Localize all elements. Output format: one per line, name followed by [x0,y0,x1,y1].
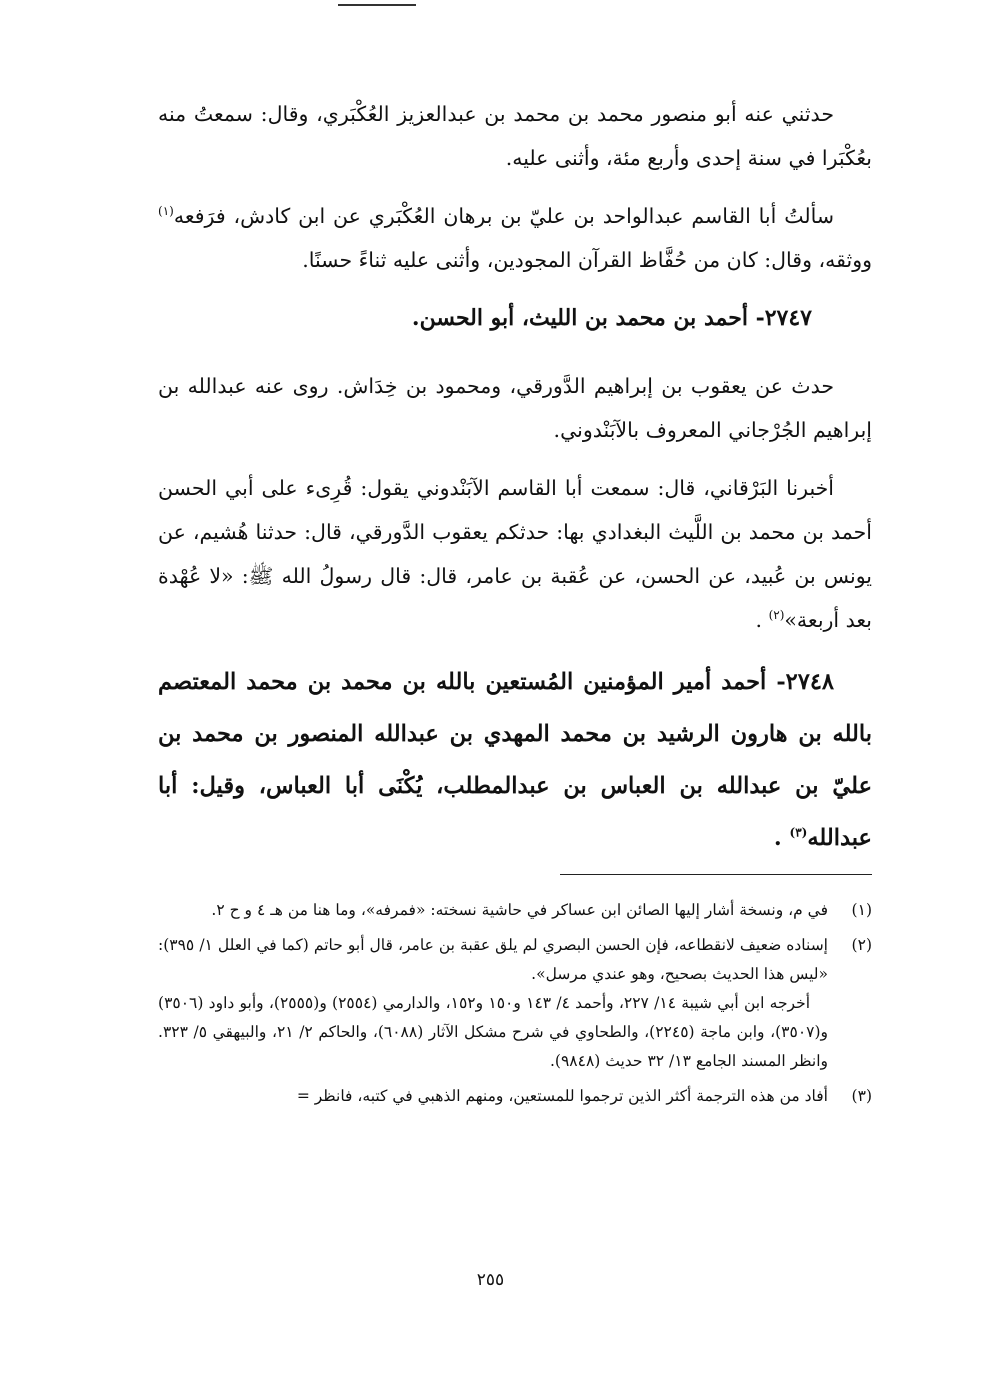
paragraph-4 [158,466,872,642]
page-number: ٢٥٥ [476,1270,505,1290]
paragraph-2-tail: ووثقه، وقال: كان من حُفَّاظ القرآن المجودين، وأثنى عليه ثناءً حسنًا. [302,248,872,272]
footnote-number: (٣) [851,1087,872,1105]
entry-heading-2748 [158,656,872,864]
footnote-ref-3[interactable]: (٣) [789,825,808,840]
top-edge-rule [338,4,416,6]
footnote-ref-1[interactable]: (١) [158,204,174,219]
footnote-1 [158,896,872,925]
footnote-ref-2[interactable]: (٢) [768,608,785,623]
entry-heading-2748-tail: . [773,825,790,851]
footnote-text: في م، ونسخة أشار إليها الصائن ابن عساكر في حاشية نسخته: «فمرفه»، وما هنا من هـ ٤ و ح ٢. [211,901,828,919]
footnote-number: (٢) [851,936,872,954]
entry-heading-2747: ٢٧٤٧- أحمد بن محمد بن الليث، أبو الحسن. [411,305,812,331]
paragraph-4-text: أخبرنا البَرْقاني، قال: سمعت أبا القاسم الآبَنْدوني يقول: قُرِىء على أبي الحسن أحمد بن محمد بن اللَّيث البغدادي بها: حدثكم يعقوب الدَّورقي، قال: حدثنا هُشيم، عن يونس بن عُبيد، عن الحسن، عن عُقبة بن عامر، قال: قال رسولُ الله ﷺ: «لا عُهْدة بعد أربعة» [158,476,872,632]
footnote-text-continuation: أخرجه ابن أبي شيبة ١٤/ ٢٢٧، وأحمد ٤/ ١٤٣ و١٥٠ و١٥٢، والدارمي (٢٥٥٤) و(٢٥٥٥)، وأبو داود (٣٥٠٦) و(٣٥٠٧)، وابن ماجة (٢٢٤٥)، والطحاوي في شرح مشكل الآثار (٦٠٨٨)، والحاكم ٢/ ٢١، والبيهقي ٥/ ٣٢٣. وانظر المسند الجامع ١٣/ ٣٢ حديث (٩٨٤٨). [158,994,829,1070]
footnote-text: إسناده ضعيف لانقطاعه، فإن الحسن البصري لم يلق عقبة بن عامر، قال أبو حاتم (كما في العلل ١/ ٣٩٥): «ليس هذا الحديث بصحيح، وهو عندي مرسل». [158,936,828,983]
footnote-number: (١) [851,901,872,919]
main-text [158,92,872,864]
paragraph-3: حدث عن يعقوب بن إبراهيم الدَّورقي، ومحمود بن خِدَاش. روى عنه عبدالله بن إبراهيم الجُرْجاني المعروف بالآبَنْدوني. [158,374,872,442]
footnotes [158,896,872,1117]
footnote-3 [158,1082,872,1111]
footnote-separator [560,874,872,875]
paragraph-4-tail: . [755,608,769,632]
paragraph-2 [158,194,872,282]
footnote-text: أفاد من هذه الترجمة أكثر الذين ترجموا للمستعين، ومنهم الذهبي في كتبه، فانظر = [296,1087,828,1105]
footnote-2 [158,931,872,1076]
paragraph-2-text: سألتُ أبا القاسم عبدالواحد بن عليّ بن برهان العُكْبَري عن ابن كادش، فرَفعه [173,204,834,228]
paragraph-1: حدثني عنه أبو منصور محمد بن محمد بن عبدالعزيز العُكْبَري، وقال: سمعتُ منه بعُكْبَرا في سنة إحدى وأربع مئة، وأثنى عليه. [158,102,872,170]
entry-heading-2748-text: ٢٧٤٨- أحمد أمير المؤمنين المُستعين بالله بن محمد بن محمد المعتصم بالله بن هارون الرشيد بن محمد المهدي بن عبدالله المنصور بن محمد بن عليّ بن عبدالله بن العباس بن عبدالمطلب، يُكْنَى أبا العباس، وقيل: أبا عبدالله [158,669,872,851]
